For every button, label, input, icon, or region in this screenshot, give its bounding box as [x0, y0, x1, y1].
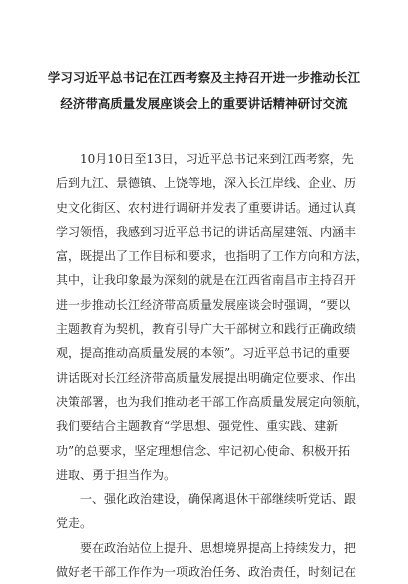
body-line: 决策部署，也为我们推动老干部工作高质量发展定向领航， — [56, 394, 369, 409]
body-line: 其中，让我印象最为深刻的就是在江西省南昌市主持召开 — [56, 273, 357, 288]
body-line: 要在政治站位上提升、思想境界提高上持续发力，把 — [80, 540, 357, 555]
body-line: 做好老干部工作作为一项政治任务、政治责任，时刻记在 — [56, 565, 357, 580]
body-line: 讲话既对长江经济带高质量发展提出明确定位要求、作出 — [56, 370, 357, 385]
body-line: 10月10日至13日，习近平总书记来到江西考察，先 — [80, 152, 354, 166]
body-line: 富，既提出了工作目标和要求，也指明了工作方向和方法， — [56, 249, 369, 264]
body-line: 进一步推动长江经济带高质量发展座谈会时强调，“要以 — [56, 297, 351, 312]
document-body — [56, 147, 369, 584]
body-line: 进取、勇于担当作为。 — [56, 467, 177, 482]
body-line: 主题教育为契机，教育引导广大干部树立和践行正确政绩 — [56, 322, 357, 337]
body-line: 后到九江、景德镇、上饶等地，深入长江岸线、企业、历 — [56, 176, 357, 191]
body-line: 学习领悟，我感到习近平总书记的讲话高屋建瓴、内涵丰 — [56, 224, 357, 239]
body-line: 我们要结合主题教育“学思想、强党性、重实践、建新 — [56, 419, 339, 434]
section-heading-continuation: 党走。 — [56, 516, 93, 531]
body-line: 史文化街区、农村进行调研并发表了重要讲话。通过认真 — [56, 200, 357, 215]
document-title-line-1: 学习习近平总书记在江西考察及主持召开进一步推动长江 — [47, 70, 361, 85]
section-heading: 一、强化政治建设，确保离退休干部继续听党话、跟 — [80, 492, 357, 507]
body-line: 功”的总要求，坚定理想信念、牢记初心使命、积极开拓 — [56, 443, 351, 458]
document-title-line-2: 经济带高质量发展座谈会上的重要讲话精神研讨交流 — [60, 96, 348, 111]
body-line: 观，提高推动高质量发展的本领”。习近平总书记的重要 — [56, 346, 351, 361]
